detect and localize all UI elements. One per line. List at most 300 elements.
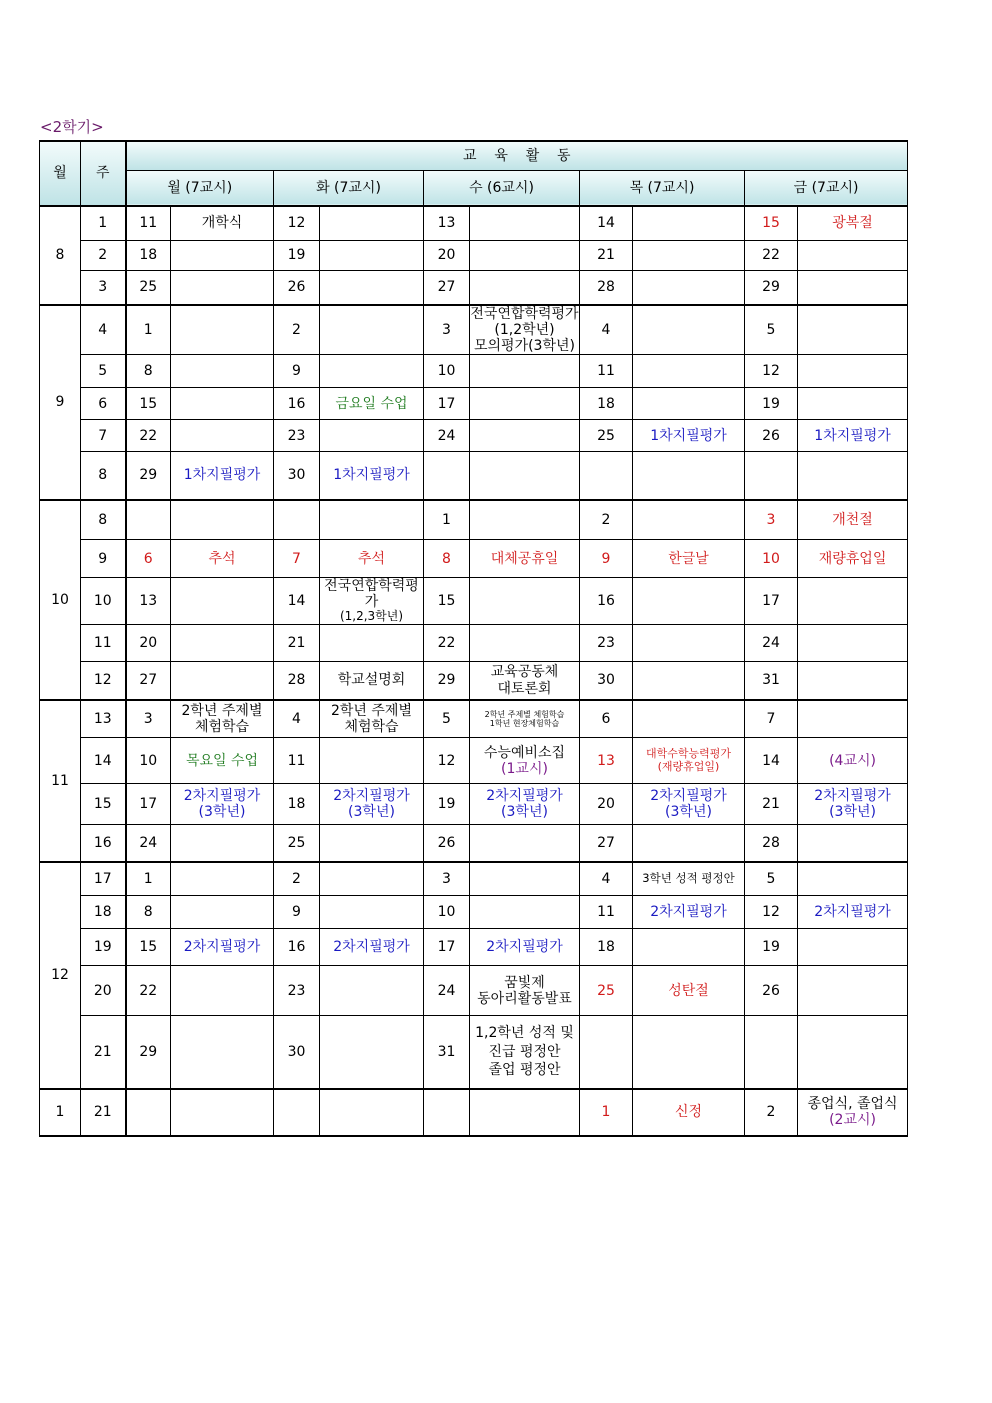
date-cell: 21 [745, 784, 798, 825]
date-cell: 24 [424, 966, 470, 1016]
date-cell: 7 [274, 540, 320, 578]
event-cell [633, 452, 745, 500]
event-cell [633, 206, 745, 240]
date-cell [274, 500, 320, 540]
week-cell: 9 [81, 540, 126, 578]
date-cell: 11 [274, 738, 320, 784]
event-cell [171, 388, 274, 420]
date-cell: 20 [580, 784, 633, 825]
month-cell: 9 [40, 305, 81, 500]
event-cell [633, 355, 745, 388]
date-cell: 4 [580, 305, 633, 355]
date-cell: 25 [126, 270, 171, 305]
event-cell [798, 625, 908, 662]
date-cell: 19 [745, 388, 798, 420]
event-cell: 2차지필평가 [320, 929, 424, 966]
date-cell: 18 [126, 240, 171, 270]
event-line: 진급 평정안 [488, 1043, 561, 1060]
week-cell: 3 [81, 270, 126, 305]
week-cell: 14 [81, 738, 126, 784]
week-cell: 1 [81, 206, 126, 240]
event-cell [798, 1089, 908, 1136]
date-cell: 1 [126, 305, 171, 355]
date-cell: 30 [274, 452, 320, 500]
date-cell: 17 [424, 929, 470, 966]
date-cell: 12 [745, 896, 798, 929]
date-cell: 10 [424, 355, 470, 388]
day-header-wed: 수 (6교시) [424, 170, 580, 206]
date-cell: 31 [424, 1016, 470, 1089]
event-line: 체험학습 [194, 719, 250, 736]
date-cell: 1 [580, 1089, 633, 1136]
event-line: 교육공동체 [490, 664, 559, 681]
event-cell [470, 700, 580, 738]
date-cell: 2 [274, 305, 320, 355]
event-line: 2차지필평가 [650, 788, 727, 805]
event-cell [798, 929, 908, 966]
week-cell: 8 [81, 452, 126, 500]
event-cell [633, 662, 745, 700]
date-cell: 24 [424, 420, 470, 452]
date-cell: 10 [745, 540, 798, 578]
date-cell: 12 [745, 355, 798, 388]
date-cell: 19 [424, 784, 470, 825]
event-cell [171, 862, 274, 896]
event-cell [320, 862, 424, 896]
week-cell: 15 [81, 784, 126, 825]
week-cell: 5 [81, 355, 126, 388]
edu-activity-header: 교 육 활 동 [126, 141, 908, 170]
date-cell: 15 [126, 388, 171, 420]
event-cell: 광복절 [798, 206, 908, 240]
date-cell: 14 [745, 738, 798, 784]
date-cell: 25 [580, 966, 633, 1016]
event-cell [470, 966, 580, 1016]
event-cell: 3학년 성적 평정안 [633, 862, 745, 896]
event-cell: 1차지필평가 [633, 420, 745, 452]
date-cell: 24 [745, 625, 798, 662]
event-cell: 한글날 [633, 540, 745, 578]
date-cell [274, 1089, 320, 1136]
event-line: (1,2,3학년) [339, 609, 404, 624]
event-cell: 1차지필평가 [798, 420, 908, 452]
event-line: 전국연합학력평가 [470, 306, 579, 322]
event-cell [171, 420, 274, 452]
event-cell [171, 825, 274, 862]
month-cell: 8 [40, 206, 81, 305]
event-cell: 1차지필평가 [171, 452, 274, 500]
date-cell: 24 [126, 825, 171, 862]
event-cell: 개학식 [171, 206, 274, 240]
event-cell [171, 700, 274, 738]
event-line: 2학년 주제별 체험학습 [484, 709, 565, 719]
week-cell: 13 [81, 700, 126, 738]
event-cell [171, 662, 274, 700]
event-cell [798, 1016, 908, 1089]
week-cell: 10 [81, 578, 126, 625]
event-cell: (4교시) [798, 738, 908, 784]
date-cell: 13 [126, 578, 171, 625]
event-cell: 개천절 [798, 500, 908, 540]
week-cell: 2 [81, 240, 126, 270]
date-cell: 22 [424, 625, 470, 662]
week-header: 주 [81, 141, 126, 206]
event-line: 수능예비소집 [483, 744, 566, 761]
event-cell: 1차지필평가 [320, 452, 424, 500]
event-cell [320, 240, 424, 270]
date-cell: 17 [424, 388, 470, 420]
event-line: 모의평가(3학년) [474, 338, 575, 355]
event-line: (1교시) [501, 760, 548, 777]
event-cell: 성탄절 [633, 966, 745, 1016]
event-cell [633, 825, 745, 862]
date-cell: 10 [126, 738, 171, 784]
date-cell: 4 [274, 700, 320, 738]
week-cell: 7 [81, 420, 126, 452]
event-cell [320, 1016, 424, 1089]
event-cell [470, 420, 580, 452]
date-cell: 20 [126, 625, 171, 662]
event-cell [633, 240, 745, 270]
date-cell: 18 [580, 929, 633, 966]
event-line: 체험학습 [344, 719, 399, 736]
event-cell: 2차지필평가 [798, 896, 908, 929]
date-cell: 17 [745, 578, 798, 625]
date-cell: 26 [745, 966, 798, 1016]
event-cell [470, 452, 580, 500]
event-cell [470, 500, 580, 540]
month-cell: 11 [40, 700, 81, 862]
day-header-fri: 금 (7교시) [745, 170, 908, 206]
date-cell: 8 [424, 540, 470, 578]
event-cell [633, 700, 745, 738]
event-cell [171, 305, 274, 355]
event-cell [320, 305, 424, 355]
month-header: 월 [40, 141, 81, 206]
event-cell [470, 896, 580, 929]
event-cell: 대체공휴일 [470, 540, 580, 578]
week-cell: 8 [81, 500, 126, 540]
event-cell: 2차지필평가 [633, 896, 745, 929]
date-cell: 9 [274, 355, 320, 388]
date-cell [424, 1089, 470, 1136]
day-header-mon: 월 (7교시) [126, 170, 274, 206]
date-cell: 13 [580, 738, 633, 784]
date-cell: 12 [274, 206, 320, 240]
event-line: 2차지필평가 [814, 788, 891, 805]
event-line: 2차지필평가 [486, 788, 563, 805]
date-cell: 25 [580, 420, 633, 452]
event-cell [171, 784, 274, 825]
date-cell: 16 [274, 388, 320, 420]
date-cell [745, 1016, 798, 1089]
event-cell [798, 862, 908, 896]
event-line: 대학수학능력평가 [645, 747, 731, 761]
event-line: 1,2학년 성적 및 [475, 1024, 574, 1041]
event-cell [320, 355, 424, 388]
event-cell [798, 270, 908, 305]
week-cell: 19 [81, 929, 126, 966]
event-cell [171, 355, 274, 388]
week-cell: 12 [81, 662, 126, 700]
event-line: 동아리활동발표 [477, 990, 572, 1007]
week-cell: 17 [81, 862, 126, 896]
event-cell [470, 625, 580, 662]
week-cell: 16 [81, 825, 126, 862]
month-cell: 1 [40, 1089, 81, 1136]
date-cell: 3 [424, 305, 470, 355]
event-cell [633, 738, 745, 784]
event-cell [320, 700, 424, 738]
date-cell: 29 [424, 662, 470, 700]
date-cell: 20 [424, 240, 470, 270]
academic-calendar-table [39, 140, 908, 1137]
event-cell [470, 1016, 580, 1089]
date-cell: 6 [126, 540, 171, 578]
date-cell: 22 [126, 966, 171, 1016]
date-cell: 25 [274, 825, 320, 862]
event-line: 2학년 주제별 [331, 702, 412, 719]
week-cell: 20 [81, 966, 126, 1016]
event-cell [798, 240, 908, 270]
event-cell [320, 966, 424, 1016]
date-cell: 31 [745, 662, 798, 700]
event-cell [171, 1089, 274, 1136]
date-cell [580, 1016, 633, 1089]
event-line: 졸업 평정안 [488, 1062, 561, 1079]
event-cell [633, 578, 745, 625]
date-cell: 22 [745, 240, 798, 270]
event-cell [633, 784, 745, 825]
event-cell [470, 305, 580, 355]
date-cell: 27 [424, 270, 470, 305]
event-cell [798, 662, 908, 700]
date-cell: 28 [745, 825, 798, 862]
date-cell: 22 [126, 420, 171, 452]
event-cell [320, 206, 424, 240]
week-cell: 4 [81, 305, 126, 355]
event-cell [798, 305, 908, 355]
event-cell [633, 270, 745, 305]
month-cell: 10 [40, 500, 81, 700]
event-cell [320, 784, 424, 825]
event-line: 2학년 주제별 [181, 702, 263, 719]
event-cell: 신정 [633, 1089, 745, 1136]
event-cell [171, 240, 274, 270]
event-cell [171, 1016, 274, 1089]
event-line: (2교시) [829, 1112, 876, 1129]
event-cell: 2차지필평가 [171, 929, 274, 966]
date-cell: 28 [580, 270, 633, 305]
event-cell [320, 896, 424, 929]
date-cell: 5 [745, 305, 798, 355]
date-cell: 12 [424, 738, 470, 784]
date-cell: 8 [126, 355, 171, 388]
semester-title: <2학기> [40, 118, 104, 136]
date-cell [126, 500, 171, 540]
date-cell: 19 [745, 929, 798, 966]
event-cell [470, 1089, 580, 1136]
date-cell: 18 [274, 784, 320, 825]
date-cell: 27 [580, 825, 633, 862]
event-cell [798, 578, 908, 625]
month-cell: 12 [40, 862, 81, 1089]
event-cell [470, 388, 580, 420]
day-header-tue: 화 (7교시) [274, 170, 424, 206]
date-cell: 5 [424, 700, 470, 738]
event-cell [470, 355, 580, 388]
date-cell [745, 452, 798, 500]
event-cell [320, 270, 424, 305]
event-cell [320, 578, 424, 625]
date-cell [126, 1089, 171, 1136]
event-cell [320, 738, 424, 784]
event-cell [798, 966, 908, 1016]
date-cell: 2 [580, 500, 633, 540]
date-cell: 14 [274, 578, 320, 625]
event-cell [320, 420, 424, 452]
date-cell: 3 [745, 500, 798, 540]
event-cell [320, 825, 424, 862]
event-line: (3학년) [665, 804, 712, 821]
date-cell: 7 [745, 700, 798, 738]
event-cell [798, 452, 908, 500]
week-cell: 11 [81, 625, 126, 662]
event-line: (3학년) [501, 804, 548, 821]
date-cell: 16 [580, 578, 633, 625]
date-cell: 10 [424, 896, 470, 929]
event-cell: 재량휴업일 [798, 540, 908, 578]
date-cell: 21 [274, 625, 320, 662]
event-cell [798, 784, 908, 825]
date-cell: 5 [745, 862, 798, 896]
date-cell: 9 [274, 896, 320, 929]
event-cell: 학교설명회 [320, 662, 424, 700]
event-cell [171, 270, 274, 305]
date-cell: 17 [126, 784, 171, 825]
event-line: (1,2학년) [494, 322, 555, 339]
date-cell [424, 452, 470, 500]
date-cell: 15 [424, 578, 470, 625]
date-cell: 29 [745, 270, 798, 305]
event-cell [470, 270, 580, 305]
event-cell [470, 578, 580, 625]
event-cell [320, 625, 424, 662]
date-cell: 28 [274, 662, 320, 700]
date-cell: 30 [274, 1016, 320, 1089]
event-cell [171, 625, 274, 662]
event-line: 전국연합학력평가 [324, 578, 419, 611]
event-cell [798, 825, 908, 862]
event-cell [633, 1016, 745, 1089]
date-cell: 11 [580, 355, 633, 388]
event-line: 꿈빛제 [504, 974, 545, 991]
date-cell: 29 [126, 452, 171, 500]
date-cell: 3 [424, 862, 470, 896]
event-cell [470, 240, 580, 270]
date-cell: 15 [126, 929, 171, 966]
date-cell: 8 [126, 896, 171, 929]
event-line: 2차지필평가 [333, 788, 410, 805]
event-cell [470, 662, 580, 700]
date-cell: 13 [424, 206, 470, 240]
date-cell: 19 [274, 240, 320, 270]
week-cell: 21 [81, 1016, 126, 1089]
event-line: 대토론회 [497, 680, 552, 697]
event-cell [633, 388, 745, 420]
event-cell: 목요일 수업 [171, 738, 274, 784]
date-cell: 26 [274, 270, 320, 305]
date-cell: 9 [580, 540, 633, 578]
event-cell [171, 578, 274, 625]
event-cell [470, 862, 580, 896]
event-cell: 2차지필평가 [470, 929, 580, 966]
event-cell [633, 500, 745, 540]
event-cell [171, 896, 274, 929]
date-cell: 26 [424, 825, 470, 862]
date-cell: 2 [745, 1089, 798, 1136]
date-cell: 1 [424, 500, 470, 540]
event-cell [470, 738, 580, 784]
event-line: (3학년) [829, 804, 876, 821]
event-cell [470, 825, 580, 862]
event-cell [171, 500, 274, 540]
event-cell [470, 784, 580, 825]
date-cell: 4 [580, 862, 633, 896]
event-cell [320, 1089, 424, 1136]
day-header-thu: 목 (7교시) [580, 170, 745, 206]
date-cell: 23 [580, 625, 633, 662]
event-cell [633, 305, 745, 355]
event-cell: 금요일 수업 [320, 388, 424, 420]
date-cell: 1 [126, 862, 171, 896]
event-cell [171, 966, 274, 1016]
event-cell: 추석 [171, 540, 274, 578]
date-cell: 6 [580, 700, 633, 738]
event-line: 1학년 현장체험학습 [489, 719, 560, 729]
date-cell: 2 [274, 862, 320, 896]
event-line: 종업식, 졸업식 [807, 1096, 898, 1113]
event-line: 2차지필평가 [183, 788, 261, 805]
event-line: (3학년) [198, 804, 246, 821]
week-cell: 21 [81, 1089, 126, 1136]
date-cell: 23 [274, 966, 320, 1016]
week-cell: 6 [81, 388, 126, 420]
date-cell: 26 [745, 420, 798, 452]
event-line: (재량휴업일) [657, 759, 720, 773]
event-cell [798, 388, 908, 420]
date-cell: 18 [580, 388, 633, 420]
event-cell [633, 929, 745, 966]
date-cell: 14 [580, 206, 633, 240]
date-cell: 23 [274, 420, 320, 452]
date-cell: 30 [580, 662, 633, 700]
date-cell: 15 [745, 206, 798, 240]
week-cell: 18 [81, 896, 126, 929]
date-cell: 27 [126, 662, 171, 700]
date-cell: 11 [580, 896, 633, 929]
event-cell [798, 700, 908, 738]
date-cell: 3 [126, 700, 171, 738]
date-cell [580, 452, 633, 500]
date-cell: 29 [126, 1016, 171, 1089]
event-cell [320, 500, 424, 540]
event-cell [798, 355, 908, 388]
date-cell: 11 [126, 206, 171, 240]
event-cell [470, 206, 580, 240]
date-cell: 16 [274, 929, 320, 966]
event-line: (3학년) [348, 804, 395, 821]
